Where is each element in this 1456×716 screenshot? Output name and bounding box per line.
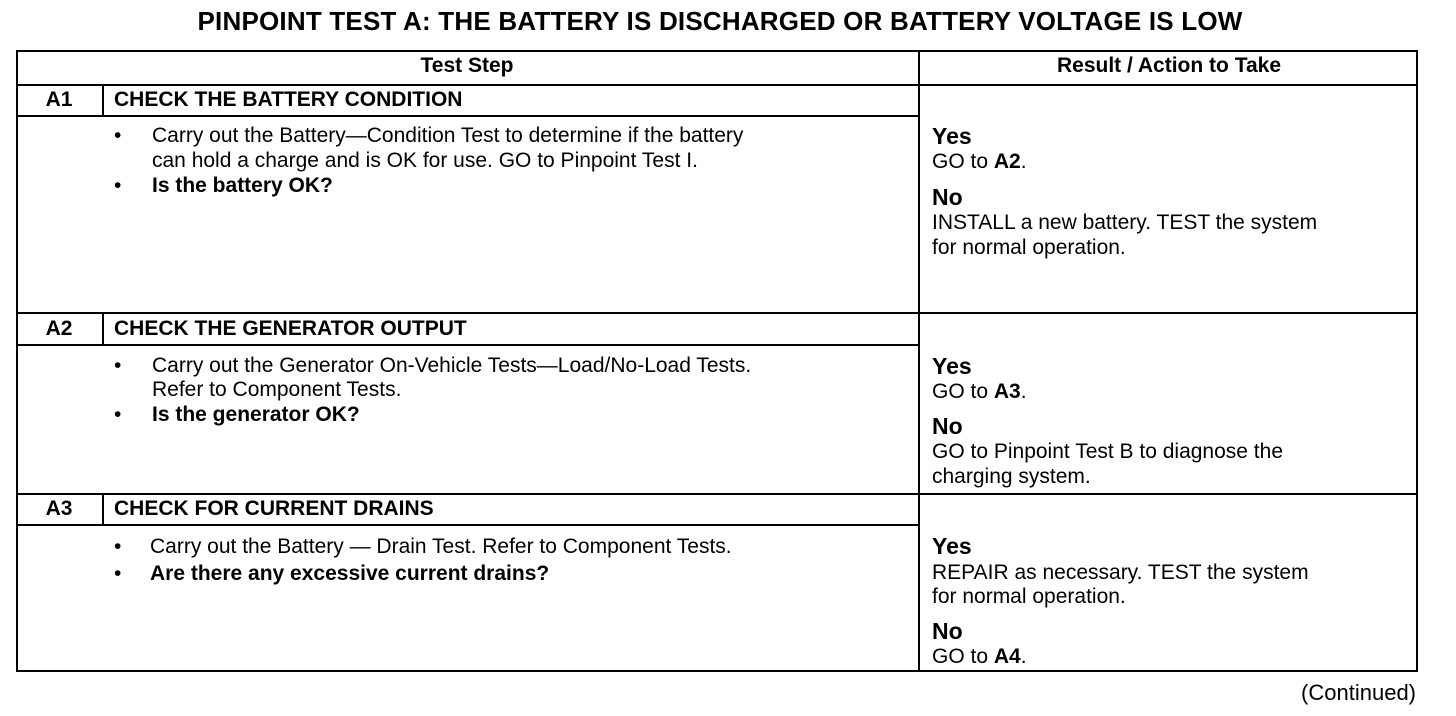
bullet-icon: • [114, 124, 122, 147]
header-result: Result / Action to Take [1056, 54, 1282, 77]
bullet-icon: • [114, 174, 122, 197]
step-a2-instruction-line2: Refer to Component Tests. [152, 378, 402, 401]
step-id-a2: A2 [45, 317, 73, 340]
result-a1-yes-action: GO to A2. [932, 150, 1027, 173]
row-divider-a2-a3 [16, 493, 1418, 495]
result-a2-yes-action: GO to A3. [932, 380, 1027, 403]
step-a1-instruction-line1: Carry out the Battery—Condition Test to determine if the battery [152, 124, 744, 147]
step-title-divider-a2 [16, 344, 920, 346]
result-a2-no-label: No [932, 413, 963, 439]
id-divider-a1 [102, 85, 104, 116]
result-a3-no-label: No [932, 618, 963, 644]
step-id-a3: A3 [45, 497, 73, 520]
result-a2-yes-label: Yes [932, 353, 972, 379]
bullet-icon: • [114, 562, 122, 585]
bullet-icon: • [114, 354, 122, 377]
result-a2-no-line1: GO to Pinpoint Test B to diagnose the [932, 440, 1284, 463]
step-title-a1: CHECK THE BATTERY CONDITION [114, 88, 463, 111]
id-divider-a3 [102, 494, 104, 525]
step-id-a1: A1 [45, 88, 73, 111]
step-title-a3: CHECK FOR CURRENT DRAINS [114, 497, 434, 520]
header-divider [16, 84, 1418, 86]
page-title: PINPOINT TEST A: THE BATTERY IS DISCHARGED OR BATTERY VOLTAGE IS LOW [197, 6, 1243, 36]
step-a2-instruction-line1: Carry out the Generator On-Vehicle Tests—Load/No-Load Tests. [152, 354, 752, 377]
result-a3-yes-label: Yes [932, 533, 972, 559]
bullet-icon: • [114, 535, 122, 558]
id-divider-a2 [102, 313, 104, 345]
result-a3-no-action: GO to A4. [932, 645, 1027, 668]
step-a1-question: Is the battery OK? [152, 174, 333, 197]
step-title-divider-a1 [16, 115, 920, 117]
result-a3-yes-line1: REPAIR as necessary. TEST the system [932, 561, 1309, 584]
step-a1-instruction-line2: can hold a charge and is OK for use. GO to Pinpoint Test I. [152, 149, 698, 172]
result-a1-yes-label: Yes [932, 123, 972, 149]
result-a1-no-line2: for normal operation. [932, 236, 1126, 259]
step-title-divider-a3 [16, 524, 920, 526]
column-divider [918, 50, 920, 672]
step-a2-question: Is the generator OK? [152, 403, 360, 426]
result-a1-no-label: No [932, 184, 963, 210]
header-test-step: Test Step [420, 54, 514, 77]
step-a3-question: Are there any excessive current drains? [150, 562, 550, 585]
row-divider-a1-a2 [16, 312, 1418, 314]
result-a1-no-line1: INSTALL a new battery. TEST the system [932, 211, 1318, 234]
continued-note: (Continued) [1301, 680, 1416, 705]
bullet-icon: • [114, 403, 122, 426]
result-a3-yes-line2: for normal operation. [932, 585, 1126, 608]
result-a2-no-line2: charging system. [932, 465, 1091, 488]
step-a3-instruction-line1: Carry out the Battery — Drain Test. Refer to Component Tests. [150, 535, 732, 558]
step-title-a2: CHECK THE GENERATOR OUTPUT [114, 317, 467, 340]
